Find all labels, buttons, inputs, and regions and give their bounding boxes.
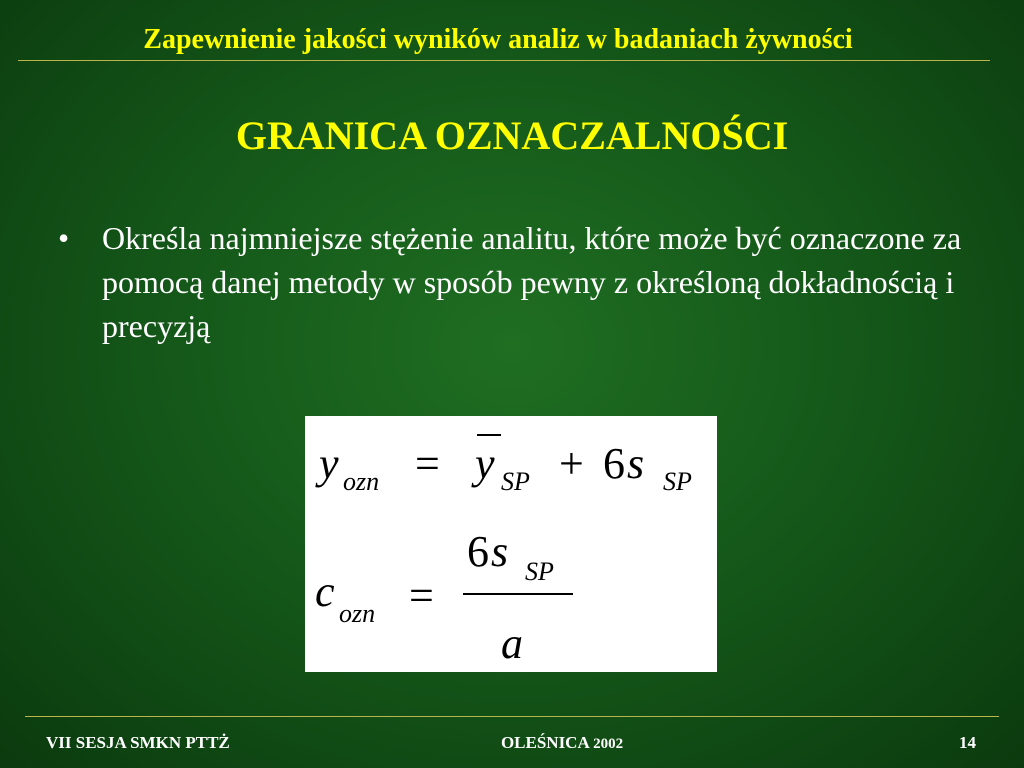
formula-six-2: 6 <box>467 527 489 576</box>
formula-y: y <box>319 439 339 488</box>
footer-year: 2002 <box>593 736 624 752</box>
formula-s-2: s <box>491 527 509 576</box>
formula-ybar: y <box>475 439 495 488</box>
presentation-header-title: Zapewnienie jakości wyników analiz w badaniach żywności <box>143 24 853 55</box>
formula-six-1: 6 <box>603 439 625 488</box>
header-divider <box>18 60 990 61</box>
slide-title: GRANICA OZNACZALNOŚCI <box>235 113 789 158</box>
footer-event: VII SESJA SMKN PTTŻ <box>46 733 230 752</box>
formula-plus: + <box>559 439 584 488</box>
footer-city: OLEŚNICA <box>500 733 589 752</box>
formula-s-subscript-1: SP <box>663 467 692 496</box>
formula-c-subscript: ozn <box>339 599 376 628</box>
page-number: 14 <box>959 733 976 752</box>
formula-c: c <box>315 567 335 616</box>
footer-divider <box>25 716 999 717</box>
formula-equals-2: = <box>409 571 434 620</box>
formula-s-1: s <box>627 439 645 488</box>
bullet-text: Określa najmniejsze stężenie analitu, które może być oznaczone za pomocą danej metody w sposób pewny z określoną dokładnością i precyzją <box>102 220 962 344</box>
formula-equals-1: = <box>415 439 440 488</box>
formula-box <box>305 416 717 672</box>
formula-svg <box>305 416 717 672</box>
formula-s-subscript-2: SP <box>525 557 554 586</box>
formula-a: a <box>501 619 523 668</box>
bullet-icon: • <box>58 220 70 256</box>
formula-y-subscript: ozn <box>343 467 380 496</box>
formula-ybar-subscript: SP <box>501 467 530 496</box>
footer-location <box>0 732 1024 755</box>
